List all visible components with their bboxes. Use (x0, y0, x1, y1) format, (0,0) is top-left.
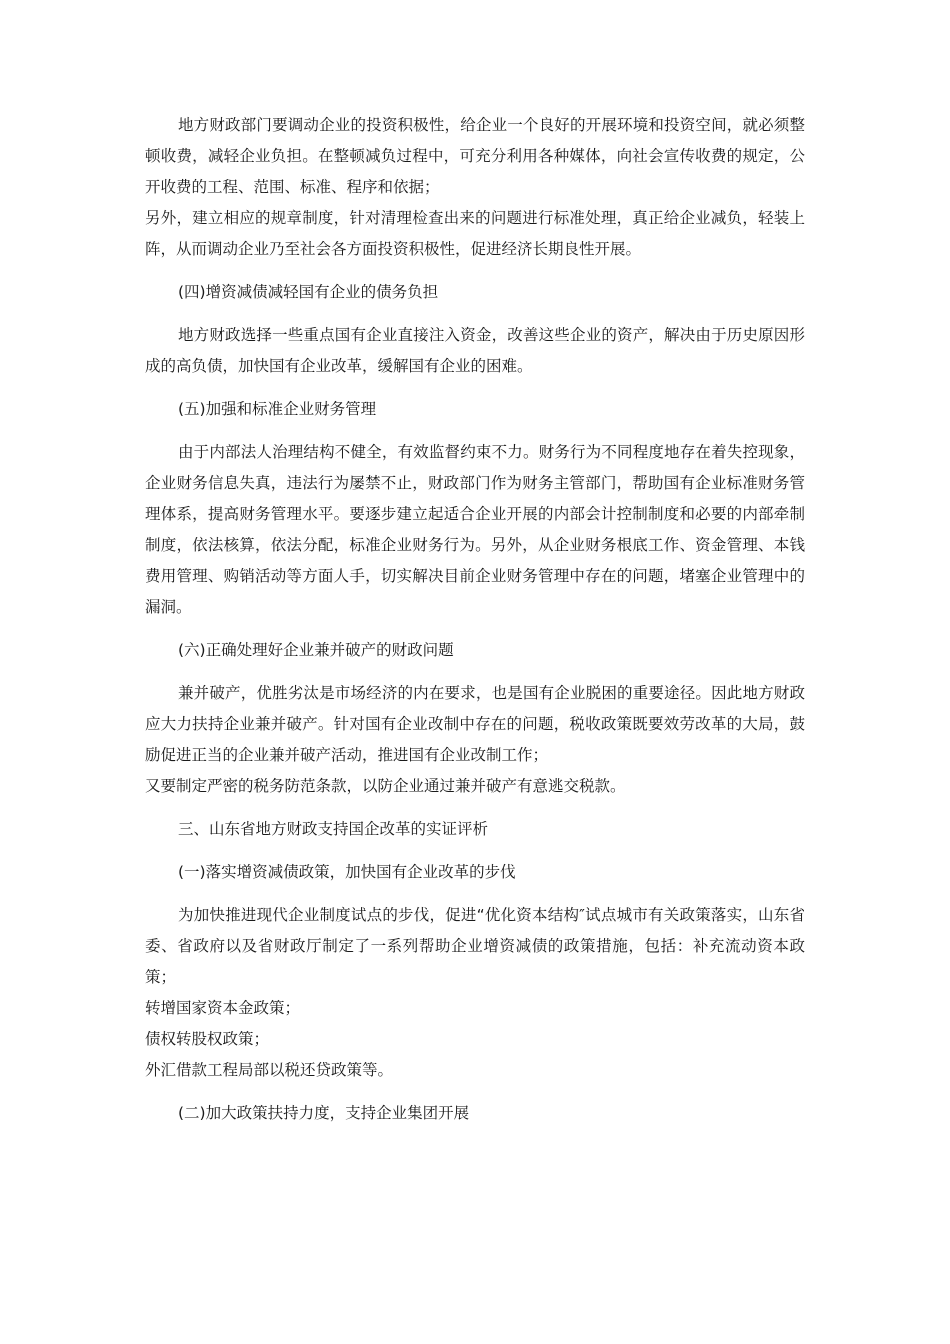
paragraph-line: 兼并破产，优胜劣汰是市场经济的内在要求，也是国有企业脱困的重要途径。因此地方财政应大力扶持企业兼并破产。针对国有企业改制中存在的问题，税收政策既要效劳改革的大局，鼓励促进正当的企业兼并破产活动，推进国有企业改制工作； (145, 684, 805, 764)
paragraph-merger-bankruptcy (145, 678, 805, 802)
paragraph-capital-injection (145, 320, 805, 382)
section-heading-1: (一)落实增资减债政策，加快国有企业改革的步伐 (178, 863, 516, 881)
paragraph-line: 另外，建立相应的规章制度，针对清理检查出来的问题进行标准处理，真正给企业减负，轻装上阵，从而调动企业乃至社会各方面投资积极性，促进经济长期良性开展。 (145, 209, 805, 258)
section-heading-5: (五)加强和标准企业财务管理 (178, 400, 377, 418)
paragraph-line: 地方财政选择一些重点国有企业直接注入资金，改善这些企业的资产，解决由于历史原因形成的高负债，加快国有企业改革，缓解国有企业的困难。 (145, 326, 805, 375)
section-heading-2: (二)加大政策扶持力度，支持企业集团开展 (178, 1104, 470, 1122)
section-heading-4: (四)增资减债减轻国有企业的债务负担 (178, 283, 439, 301)
paragraph-line: 由于内部法人治理结构不健全，有效监督约束不力。财务行为不同程度地存在着失控现象，企业财务信息失真，违法行为屡禁不止，财政部门作为财务主管部门，帮助国有企业标准财务管理体系，提高财务管理水平。要逐步建立起适合企业开展的内部会计控制制度和必要的内部牵制制度，依法核算，依法分配，标准企业财务行为。另外，从企业财务根底工作、资金管理、本钱费用管理、购销活动等方面人手，切实解决目前企业财务管理中存在的问题，堵塞企业管理中的漏洞。 (145, 443, 805, 616)
paragraph-financial-management (145, 437, 805, 623)
paragraph-capital-structure (145, 900, 805, 1086)
document-body (145, 110, 805, 1141)
paragraph-line: 又要制定严密的税务防范条款，以防企业通过兼并破产有意逃交税款。 (145, 777, 626, 795)
paragraph-line: 外汇借款工程局部以税还贷政策等。 (145, 1061, 394, 1079)
paragraph-line: 债权转股权政策； (145, 1030, 270, 1048)
paragraph-line: 为加快推进现代企业制度试点的步伐，促进“优化资本结构″试点城市有关政策落实，山东省委、省政府以及省财政厅制定了一系列帮助企业增资减债的政策措施，包括：补充流动资本政策； (145, 906, 805, 986)
paragraph-line: 转增国家资本金政策； (145, 999, 301, 1017)
chapter-heading-3: 三、山东省地方财政支持国企改革的实证评析 (178, 820, 489, 838)
section-heading-6: (六)正确处理好企业兼并破产的财政问题 (178, 641, 454, 659)
paragraph-line: 地方财政部门要调动企业的投资积极性，给企业一个良好的开展环境和投资空间，就必须整顿收费，减轻企业负担。在整顿减负过程中，可充分利用各种媒体，向社会宣传收费的规定，公开收费的工程、范围、标准、程序和依据； (145, 116, 805, 196)
paragraph-reduce-burden (145, 110, 805, 265)
